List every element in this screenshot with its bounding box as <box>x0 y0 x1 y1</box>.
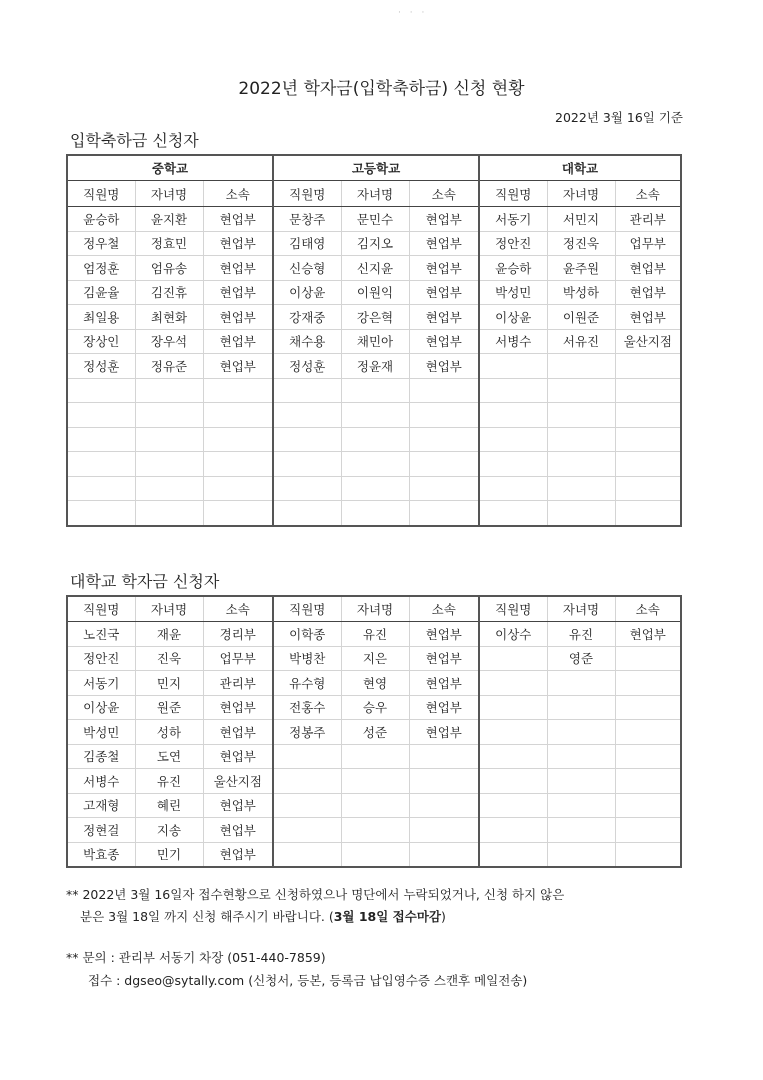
table-cell <box>135 452 203 477</box>
table-cell: 현업부 <box>203 329 273 354</box>
column-header: 자녀명 <box>341 181 409 207</box>
table-cell <box>479 744 547 769</box>
table-cell: 현업부 <box>203 354 273 379</box>
table-cell: 김종철 <box>67 744 135 769</box>
table-cell <box>615 671 681 696</box>
table-cell: 유진 <box>341 622 409 647</box>
table-cell <box>547 695 615 720</box>
table-cell: 정진욱 <box>547 231 615 256</box>
table-cell: 문창주 <box>273 207 341 232</box>
table-row <box>67 720 681 745</box>
table-cell: 진욱 <box>135 646 203 671</box>
table-cell: 박성민 <box>479 280 547 305</box>
table-cell <box>547 354 615 379</box>
table-cell: 강재중 <box>273 305 341 330</box>
scan-artifact: · · · <box>398 8 428 18</box>
table-cell <box>203 452 273 477</box>
table-cell <box>479 769 547 794</box>
column-header: 자녀명 <box>341 596 409 622</box>
table-cell: 성하 <box>135 720 203 745</box>
table-cell <box>479 720 547 745</box>
table-cell: 현업부 <box>409 256 479 281</box>
table-row <box>67 403 681 428</box>
table-cell <box>547 793 615 818</box>
table-cell: 김진휴 <box>135 280 203 305</box>
table-cell <box>615 403 681 428</box>
column-header: 직원명 <box>479 596 547 622</box>
table-row <box>67 427 681 452</box>
table-cell <box>135 427 203 452</box>
table-cell <box>135 403 203 428</box>
table-cell: 이상수 <box>479 622 547 647</box>
table-cell: 정성훈 <box>273 354 341 379</box>
table-cell: 지송 <box>135 818 203 843</box>
table-cell: 박병찬 <box>273 646 341 671</box>
table-cell: 노진국 <box>67 622 135 647</box>
table-cell <box>273 452 341 477</box>
table-cell: 현업부 <box>409 231 479 256</box>
table-cell: 이상윤 <box>67 695 135 720</box>
table-cell: 혜린 <box>135 793 203 818</box>
table-cell: 강은혁 <box>341 305 409 330</box>
table-cell <box>409 501 479 526</box>
table-cell <box>615 427 681 452</box>
table-cell: 울산지점 <box>203 769 273 794</box>
table-cell: 서병수 <box>479 329 547 354</box>
table-cell <box>615 646 681 671</box>
table-cell <box>547 671 615 696</box>
table-cell <box>203 476 273 501</box>
table-cell: 정안진 <box>479 231 547 256</box>
table-cell: 현업부 <box>409 622 479 647</box>
table-cell: 현업부 <box>203 231 273 256</box>
column-header: 자녀명 <box>547 181 615 207</box>
table-cell <box>479 403 547 428</box>
table-cell <box>479 818 547 843</box>
table-cell <box>615 793 681 818</box>
table-cell <box>615 476 681 501</box>
table-cell: 원준 <box>135 695 203 720</box>
table-cell <box>409 842 479 867</box>
table-cell <box>479 452 547 477</box>
table-cell <box>615 818 681 843</box>
table-cell: 채민아 <box>341 329 409 354</box>
table-cell: 정우철 <box>67 231 135 256</box>
table-cell <box>547 501 615 526</box>
table-cell <box>409 452 479 477</box>
table-cell: 박성하 <box>547 280 615 305</box>
table-cell <box>67 501 135 526</box>
table-cell: 전홍수 <box>273 695 341 720</box>
table-row <box>67 452 681 477</box>
table-cell <box>409 793 479 818</box>
table-cell <box>273 793 341 818</box>
table-cell: 장상인 <box>67 329 135 354</box>
table-cell: 유진 <box>547 622 615 647</box>
table-cell: 승우 <box>341 695 409 720</box>
deadline-text: 3월 18일 접수마감 <box>333 909 441 924</box>
table-cell <box>615 354 681 379</box>
table-cell <box>615 769 681 794</box>
table-cell: 박효종 <box>67 842 135 867</box>
table-cell: 이상윤 <box>479 305 547 330</box>
table-row <box>67 256 681 281</box>
table-cell <box>547 452 615 477</box>
table-row <box>67 329 681 354</box>
table-row <box>67 305 681 330</box>
table-cell: 경리부 <box>203 622 273 647</box>
column-header: 직원명 <box>273 181 341 207</box>
admission-table <box>66 154 682 527</box>
table-row <box>67 231 681 256</box>
column-header: 소속 <box>203 596 273 622</box>
table-cell: 현업부 <box>203 842 273 867</box>
table-cell <box>273 427 341 452</box>
table-cell: 정안진 <box>67 646 135 671</box>
school-group-header: 중학교 <box>67 155 273 181</box>
table-cell: 정성훈 <box>67 354 135 379</box>
table-cell <box>409 476 479 501</box>
notice-close: ) <box>440 909 446 924</box>
table-row <box>67 476 681 501</box>
table-cell <box>273 378 341 403</box>
table-cell: 현업부 <box>615 622 681 647</box>
table-cell <box>135 476 203 501</box>
table-cell: 서병수 <box>67 769 135 794</box>
column-header: 자녀명 <box>547 596 615 622</box>
table-cell <box>341 818 409 843</box>
notice-line-2 <box>80 906 446 928</box>
table-cell <box>341 842 409 867</box>
table-cell: 현업부 <box>203 818 273 843</box>
table-cell: 채수용 <box>273 329 341 354</box>
table-cell: 윤주원 <box>547 256 615 281</box>
table-cell: 현업부 <box>203 695 273 720</box>
table-cell: 유수형 <box>273 671 341 696</box>
table-cell: 정효민 <box>135 231 203 256</box>
notice-text: 분은 3월 18일 까지 신청 해주시기 바랍니다. ( <box>80 909 334 924</box>
table-cell <box>273 501 341 526</box>
table-cell <box>409 769 479 794</box>
table-cell <box>273 842 341 867</box>
table-cell: 이원익 <box>341 280 409 305</box>
table-cell: 이학종 <box>273 622 341 647</box>
table-row <box>67 793 681 818</box>
table-cell <box>479 427 547 452</box>
table-cell: 현업부 <box>409 305 479 330</box>
table-cell: 최현화 <box>135 305 203 330</box>
table-cell: 유진 <box>135 769 203 794</box>
table-cell <box>341 501 409 526</box>
table-cell: 최일용 <box>67 305 135 330</box>
column-header: 소속 <box>409 181 479 207</box>
table-cell: 업무부 <box>203 646 273 671</box>
table-cell: 서민지 <box>547 207 615 232</box>
table-cell: 엄유송 <box>135 256 203 281</box>
column-header: 직원명 <box>67 596 135 622</box>
table-cell: 현업부 <box>615 256 681 281</box>
section-heading-admission: 입학축하금 신청자 <box>70 131 199 150</box>
table-cell <box>341 769 409 794</box>
section-heading-tuition: 대학교 학자금 신청자 <box>70 572 220 591</box>
table-cell <box>273 476 341 501</box>
table-cell <box>547 744 615 769</box>
table-cell: 서유진 <box>547 329 615 354</box>
school-group-header: 고등학교 <box>273 155 479 181</box>
table-cell <box>273 744 341 769</box>
table-cell: 현업부 <box>203 256 273 281</box>
table-cell: 정유준 <box>135 354 203 379</box>
table-cell <box>409 403 479 428</box>
table-cell <box>547 769 615 794</box>
table-cell <box>67 452 135 477</box>
table-cell: 성준 <box>341 720 409 745</box>
table-cell <box>203 378 273 403</box>
column-header: 자녀명 <box>135 596 203 622</box>
table-cell <box>409 378 479 403</box>
column-header: 직원명 <box>273 596 341 622</box>
table-cell <box>615 720 681 745</box>
table-cell <box>615 842 681 867</box>
table-cell: 김태영 <box>273 231 341 256</box>
table-cell <box>615 501 681 526</box>
table-cell: 신지윤 <box>341 256 409 281</box>
table-row <box>67 769 681 794</box>
table-cell: 김윤율 <box>67 280 135 305</box>
table-cell: 현업부 <box>409 280 479 305</box>
table-cell: 현업부 <box>203 305 273 330</box>
table-cell: 관리부 <box>615 207 681 232</box>
table-cell <box>479 378 547 403</box>
table-cell: 윤지환 <box>135 207 203 232</box>
table-cell <box>547 403 615 428</box>
contact-inquiry: ** 문의 : 관리부 서동기 차장 (051-440-7859) <box>66 950 326 965</box>
table-cell <box>341 476 409 501</box>
table-row <box>67 207 681 232</box>
table-cell <box>273 403 341 428</box>
table-cell <box>615 744 681 769</box>
table-cell: 도연 <box>135 744 203 769</box>
table-cell <box>615 452 681 477</box>
table-cell: 현업부 <box>203 793 273 818</box>
table-row <box>67 622 681 647</box>
table-cell: 이상윤 <box>273 280 341 305</box>
table-cell: 현업부 <box>409 671 479 696</box>
table-cell <box>615 378 681 403</box>
table-cell <box>135 378 203 403</box>
table-cell: 서동기 <box>67 671 135 696</box>
table-cell: 문민수 <box>341 207 409 232</box>
table-cell <box>479 671 547 696</box>
table-cell: 현업부 <box>203 207 273 232</box>
table-row <box>67 671 681 696</box>
table-cell: 정윤재 <box>341 354 409 379</box>
table-cell <box>547 720 615 745</box>
table-row <box>67 842 681 867</box>
table-cell <box>67 378 135 403</box>
table-cell <box>479 354 547 379</box>
table-cell: 영준 <box>547 646 615 671</box>
table-cell: 현업부 <box>409 646 479 671</box>
notice-line-1: ** 2022년 3월 16일자 접수현황으로 신청하였으나 명단에서 누락되었거나, 신청 하지 않은 <box>66 887 565 902</box>
column-header: 소속 <box>203 181 273 207</box>
column-header: 직원명 <box>479 181 547 207</box>
table-cell <box>67 427 135 452</box>
table-cell <box>67 476 135 501</box>
table-cell: 김지오 <box>341 231 409 256</box>
table-cell <box>341 793 409 818</box>
table-cell <box>203 403 273 428</box>
table-cell <box>547 427 615 452</box>
table-cell <box>341 403 409 428</box>
table-cell: 현영 <box>341 671 409 696</box>
table-cell: 정봉주 <box>273 720 341 745</box>
table-cell <box>203 427 273 452</box>
table-cell: 고재형 <box>67 793 135 818</box>
table-cell: 엄정훈 <box>67 256 135 281</box>
table-cell <box>615 695 681 720</box>
table-cell: 서동기 <box>479 207 547 232</box>
table-cell: 현업부 <box>203 720 273 745</box>
column-header: 소속 <box>615 181 681 207</box>
table-cell <box>409 744 479 769</box>
table-cell: 현업부 <box>203 280 273 305</box>
table-cell <box>273 769 341 794</box>
column-header: 소속 <box>615 596 681 622</box>
table-cell: 이원준 <box>547 305 615 330</box>
table-cell: 정현걸 <box>67 818 135 843</box>
table-cell <box>479 646 547 671</box>
table-cell: 현업부 <box>615 280 681 305</box>
table-cell <box>547 378 615 403</box>
table-cell: 윤승하 <box>479 256 547 281</box>
table-cell: 현업부 <box>203 744 273 769</box>
table-row <box>67 695 681 720</box>
table-row <box>67 354 681 379</box>
table-cell <box>341 452 409 477</box>
table-cell <box>341 378 409 403</box>
table-row <box>67 646 681 671</box>
table-cell: 현업부 <box>409 207 479 232</box>
table-row <box>67 744 681 769</box>
tuition-table <box>66 595 682 868</box>
table-cell: 윤승하 <box>67 207 135 232</box>
table-cell <box>341 427 409 452</box>
table-cell <box>547 476 615 501</box>
table-cell <box>547 842 615 867</box>
table-cell: 민지 <box>135 671 203 696</box>
table-cell <box>547 818 615 843</box>
contact-submission: 접수 : dgseo@sytally.com (신청서, 등본, 등록금 납입영수증 스캔후 메일전송) <box>88 973 528 988</box>
school-group-header: 대학교 <box>479 155 681 181</box>
table-cell <box>273 818 341 843</box>
table-cell: 지은 <box>341 646 409 671</box>
table-cell: 업무부 <box>615 231 681 256</box>
page-title: 2022년 학자금(입학축하금) 신청 현황 <box>238 79 525 99</box>
reference-date: 2022년 3월 16일 기준 <box>555 110 683 125</box>
table-cell: 신승형 <box>273 256 341 281</box>
table-cell <box>135 501 203 526</box>
column-header: 직원명 <box>67 181 135 207</box>
table-cell: 현업부 <box>409 720 479 745</box>
table-row <box>67 280 681 305</box>
table-cell: 관리부 <box>203 671 273 696</box>
column-header: 자녀명 <box>135 181 203 207</box>
table-cell: 현업부 <box>409 695 479 720</box>
table-cell <box>479 476 547 501</box>
table-row <box>67 378 681 403</box>
table-cell: 재윤 <box>135 622 203 647</box>
table-cell: 장우석 <box>135 329 203 354</box>
table-cell <box>479 793 547 818</box>
table-cell <box>479 501 547 526</box>
table-cell: 울산지점 <box>615 329 681 354</box>
table-cell <box>409 818 479 843</box>
table-cell <box>67 403 135 428</box>
table-cell: 민기 <box>135 842 203 867</box>
table-cell <box>203 501 273 526</box>
table-cell <box>479 695 547 720</box>
table-row <box>67 818 681 843</box>
table-cell <box>479 842 547 867</box>
table-cell <box>341 744 409 769</box>
table-cell <box>409 427 479 452</box>
table-cell: 현업부 <box>409 329 479 354</box>
column-header: 소속 <box>409 596 479 622</box>
table-cell: 현업부 <box>615 305 681 330</box>
table-row <box>67 501 681 526</box>
table-cell: 박성민 <box>67 720 135 745</box>
table-cell: 현업부 <box>409 354 479 379</box>
